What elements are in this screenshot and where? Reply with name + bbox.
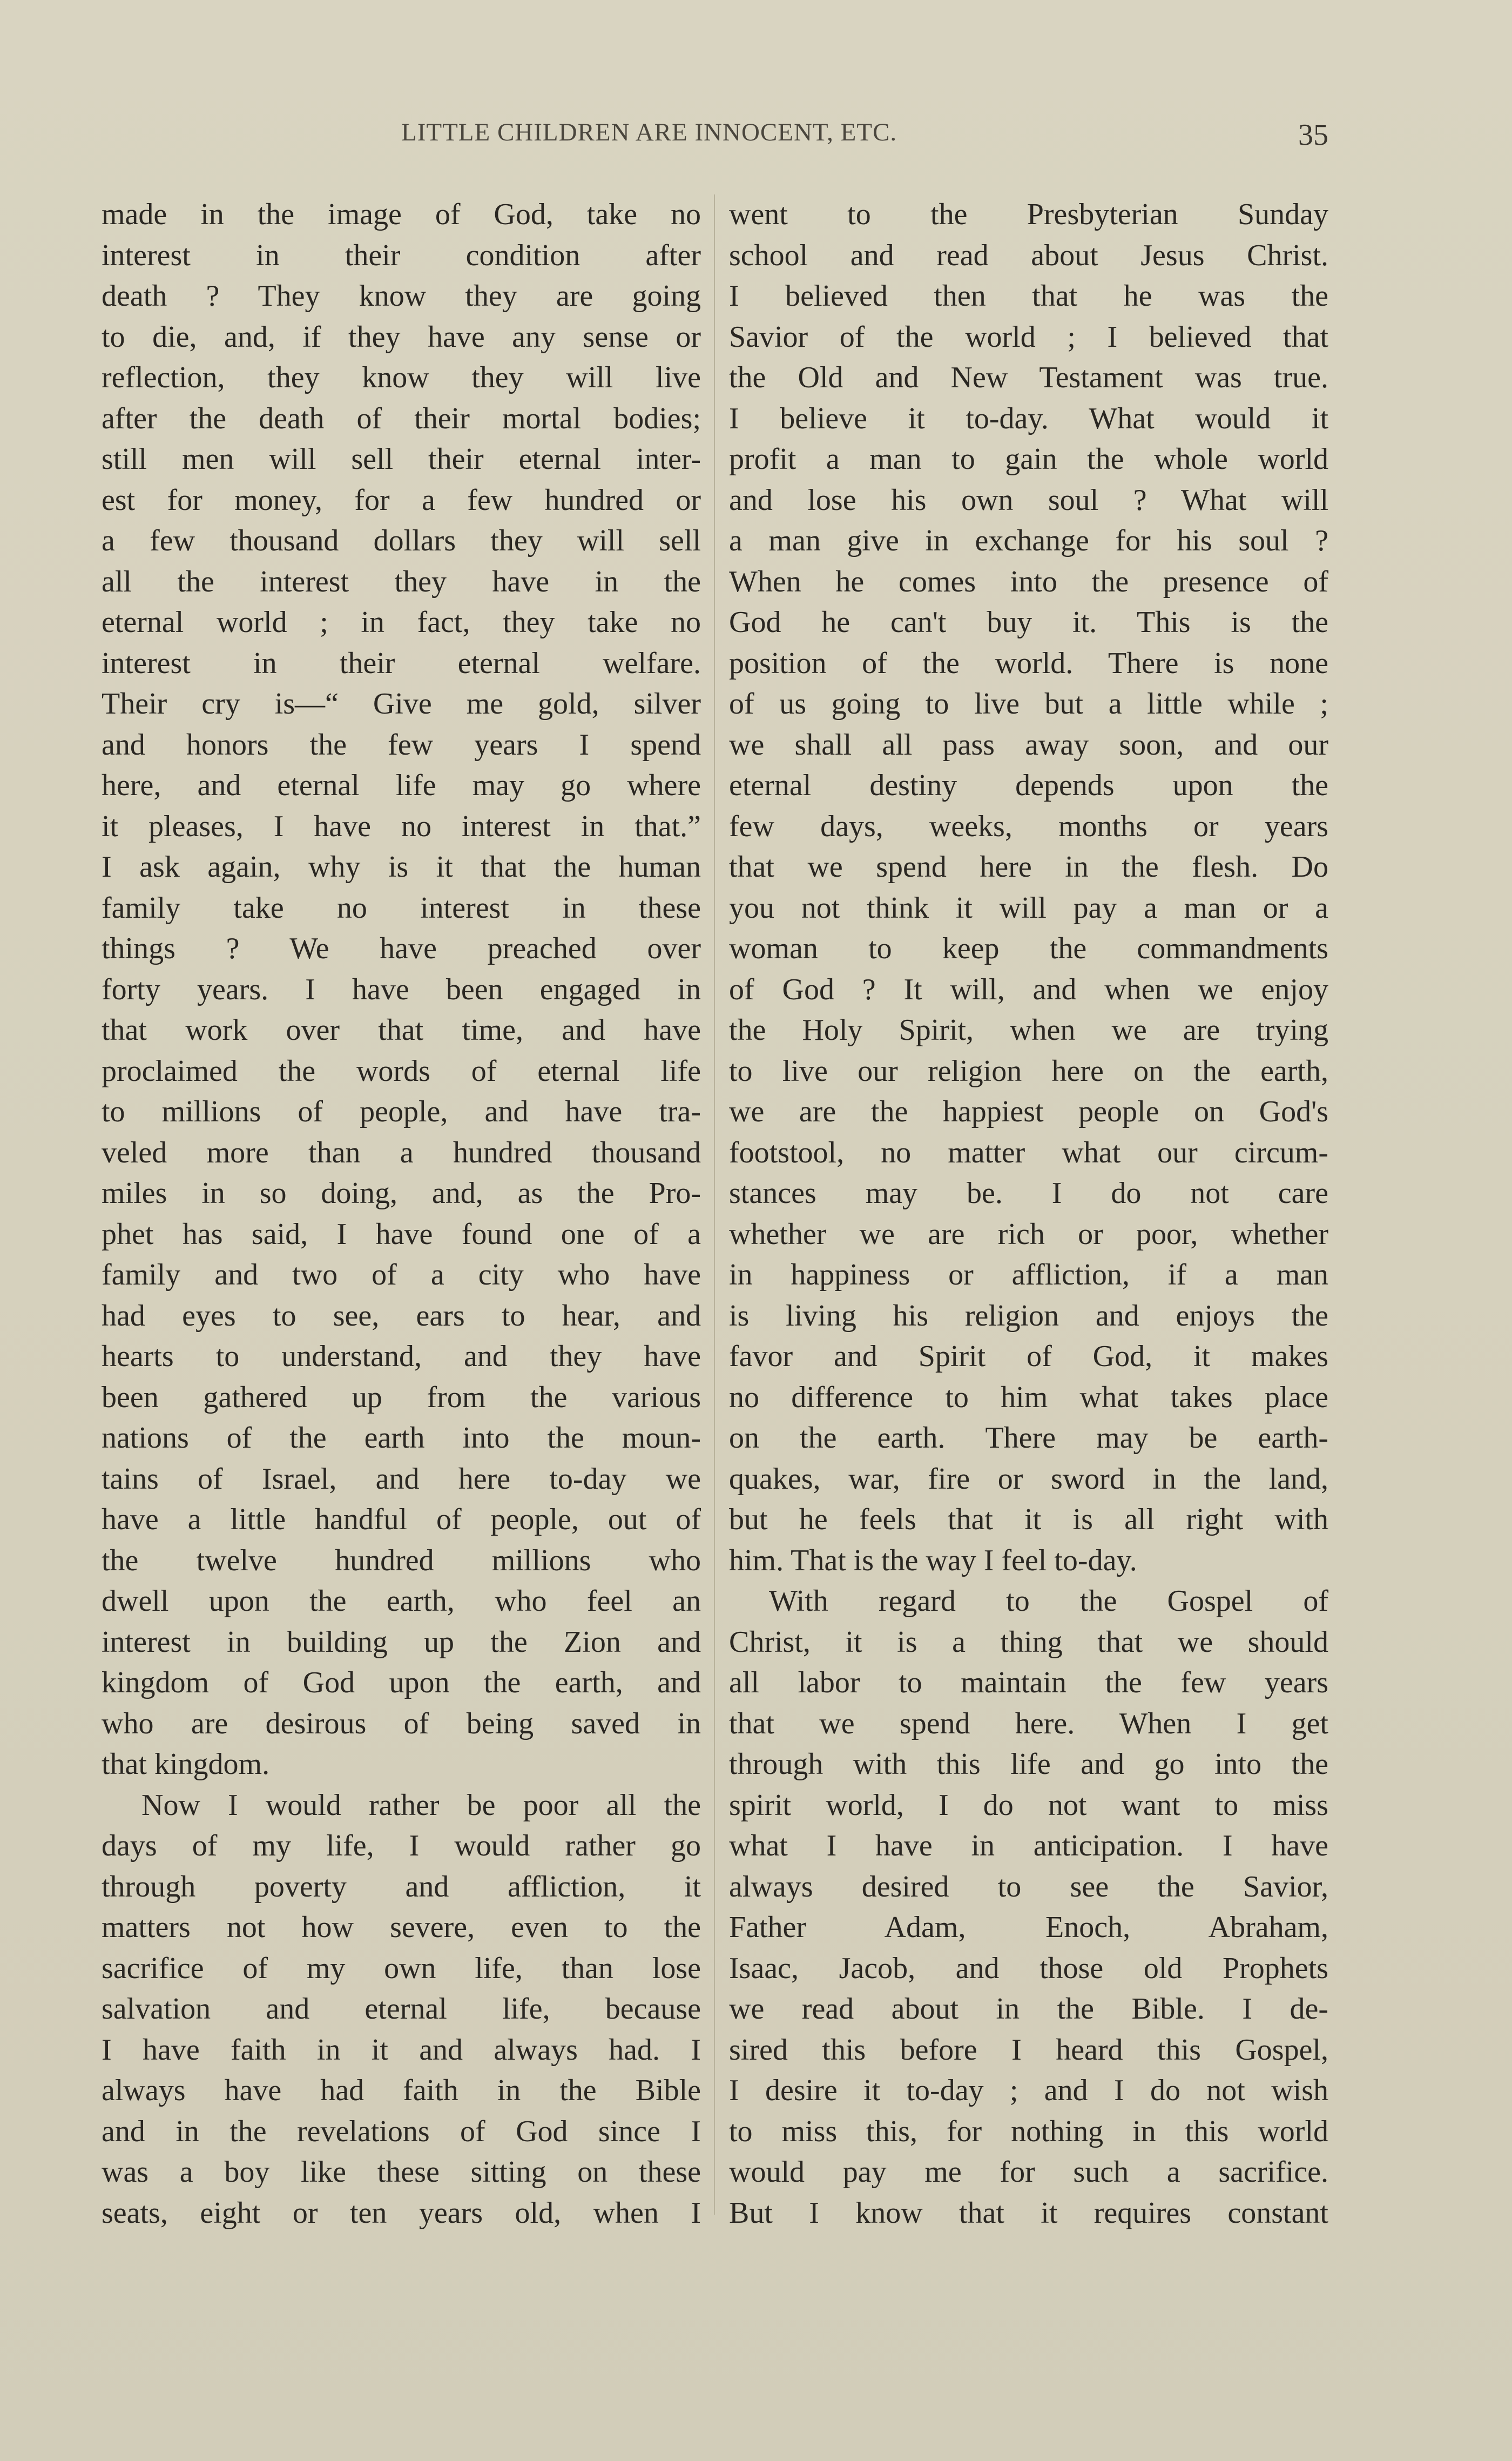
column-divider [714, 194, 715, 2215]
left-column-line: phet has said, I have found one of a [102, 1217, 701, 1251]
right-column-line: we read about in the Bible. I de- [729, 1992, 1328, 2026]
right-column-line: that we spend here. When I get [729, 1706, 1328, 1740]
right-column-line: footstool, no matter what our circum- [729, 1135, 1328, 1169]
right-column-line: Savior of the world ; I believed that [729, 320, 1328, 354]
right-column-line: I believe it to-day. What would it [729, 401, 1328, 435]
left-column-line: the twelve hundred millions who [102, 1543, 701, 1577]
running-title: LITTLE CHILDREN ARE INNOCENT, ETC. [401, 118, 897, 146]
right-column-line: is living his religion and enjoys the [729, 1299, 1328, 1333]
left-column-line: forty years. I have been engaged in [102, 972, 701, 1006]
left-column-line: Their cry is—“ Give me gold, silver [102, 687, 701, 721]
right-column-line: But I know that it requires constant [729, 2196, 1328, 2230]
right-column-line: through with this life and go into the [729, 1747, 1328, 1781]
left-column-line: miles in so doing, and, as the Pro- [102, 1176, 701, 1210]
left-column-line: kingdom of God upon the earth, and [102, 1666, 701, 1699]
left-column-line: have a little handful of people, out of [102, 1503, 701, 1536]
right-column-line: position of the world. There is none [729, 646, 1328, 680]
right-column-line: in happiness or affliction, if a man [729, 1258, 1328, 1292]
left-column-line: matters not how severe, even to the [102, 1911, 701, 1944]
left-column-line: interest in their eternal welfare. [102, 646, 701, 680]
left-column-line: nations of the earth into the moun- [102, 1421, 701, 1455]
left-column-line: things ? We have preached over [102, 932, 701, 965]
right-column-line: Christ, it is a thing that we should [729, 1625, 1328, 1659]
left-column-line: who are desirous of being saved in [102, 1706, 701, 1740]
right-column-line: of God ? It will, and when we enjoy [729, 972, 1328, 1006]
right-column-line: all labor to maintain the few years [729, 1666, 1328, 1699]
right-column-line: profit a man to gain the whole world [729, 442, 1328, 476]
page-number: 35 [1298, 118, 1328, 152]
left-column-line: been gathered up from the various [102, 1380, 701, 1414]
left-column-line: all the interest they have in the [102, 564, 701, 599]
page-header [102, 118, 1328, 161]
right-column-line: we are the happiest people on God's [729, 1095, 1328, 1128]
right-column-line: favor and Spirit of God, it makes [729, 1340, 1328, 1373]
right-column-line: what I have in anticipation. I have [729, 1829, 1328, 1862]
left-column-line: always have had faith in the Bible [102, 2074, 701, 2107]
left-column-line: tains of Israel, and here to-day we [102, 1462, 701, 1496]
left-column-line: a few thousand dollars they will sell [102, 524, 701, 557]
right-column-line: to miss this, for nothing in this world [729, 2114, 1328, 2148]
left-column-line: and in the revelations of God since I [102, 2114, 701, 2148]
right-column-line: few days, weeks, months or years [729, 809, 1328, 843]
right-column-line: on the earth. There may be earth- [729, 1421, 1328, 1455]
right-column-line: God he can't buy it. This is the [729, 606, 1328, 639]
right-column-line: With regard to the Gospel of [769, 1584, 1328, 1618]
right-column-line: Isaac, Jacob, and those old Prophets [729, 1951, 1328, 1985]
left-column-line: had eyes to see, ears to hear, and [102, 1299, 701, 1333]
left-column-line: family take no interest in these [102, 891, 701, 925]
left-column-line: that kingdom. [102, 1747, 270, 1781]
left-column-line: after the death of their mortal bodies; [102, 401, 701, 435]
left-column-line: and honors the few years I spend [102, 728, 701, 762]
left-column-line: still men will sell their eternal inter- [102, 442, 701, 476]
right-column-line: I believed then that he was the [729, 279, 1328, 313]
right-column-line: sired this before I heard this Gospel, [729, 2033, 1328, 2067]
right-column-line: the Holy Spirit, when we are trying [729, 1013, 1328, 1047]
right-column-line: When he comes into the presence of [729, 564, 1328, 599]
left-column-line: was a boy like these sitting on these [102, 2155, 701, 2189]
right-column-line: to live our religion here on the earth, [729, 1054, 1328, 1088]
right-column-line: spirit world, I do not want to miss [729, 1788, 1328, 1822]
left-column-line: reflection, they know they will live [102, 361, 701, 394]
right-column-line: we shall all pass away soon, and our [729, 728, 1328, 762]
right-column-line: you not think it will pay a man or a [729, 891, 1328, 925]
right-column-line: eternal destiny depends upon the [729, 769, 1328, 802]
right-column-line: I desire it to-day ; and I do not wish [729, 2074, 1328, 2107]
left-column-line: here, and eternal life may go where [102, 769, 701, 802]
right-column-line: no difference to him what takes place [729, 1380, 1328, 1414]
left-column-line: interest in their condition after [102, 238, 701, 272]
right-column-line: would pay me for such a sacrifice. [729, 2155, 1328, 2189]
left-column-line: that work over that time, and have [102, 1013, 701, 1047]
left-column-line: I ask again, why is it that the human [102, 850, 701, 884]
left-column-line: hearts to understand, and they have [102, 1340, 701, 1373]
left-column-line: dwell upon the earth, who feel an [102, 1584, 701, 1618]
right-column-line: the Old and New Testament was true. [729, 361, 1328, 394]
left-column-line: made in the image of God, take no [102, 198, 701, 231]
left-column-line: sacrifice of my own life, than lose [102, 1951, 701, 1985]
left-column-line: to millions of people, and have tra- [102, 1095, 701, 1128]
right-column-line: a man give in exchange for his soul ? [729, 524, 1328, 557]
left-column-line: to die, and, if they have any sense or [102, 320, 701, 354]
left-column-line: I have faith in it and always had. I [102, 2033, 701, 2067]
left-column-line: eternal world ; in fact, they take no [102, 606, 701, 639]
right-column-line: quakes, war, fire or sword in the land, [729, 1462, 1328, 1496]
right-column-line: but he feels that it is all right with [729, 1503, 1328, 1536]
right-column [729, 194, 1328, 2234]
left-column-line: veled more than a hundred thousand [102, 1135, 701, 1169]
left-column-line: interest in building up the Zion and [102, 1625, 701, 1659]
left-column-line: Now I would rather be poor all the [141, 1788, 701, 1822]
right-column-line: whether we are rich or poor, whether [729, 1217, 1328, 1251]
left-column [102, 194, 701, 2234]
right-column-line: stances may be. I do not care [729, 1176, 1328, 1210]
left-column-line: seats, eight or ten years old, when I [102, 2196, 701, 2230]
left-column-line: est for money, for a few hundred or [102, 483, 701, 517]
left-column-line: death ? They know they are going [102, 279, 701, 313]
right-column-line: woman to keep the commandments [729, 932, 1328, 965]
left-column-line: it pleases, I have no interest in that.” [102, 809, 701, 843]
left-column-line: salvation and eternal life, because [102, 1992, 701, 2026]
left-column-line: proclaimed the words of eternal life [102, 1054, 701, 1088]
left-column-line: days of my life, I would rather go [102, 1829, 701, 1862]
right-column-line: of us going to live but a little while ; [729, 687, 1328, 721]
right-column-line: went to the Presbyterian Sunday [729, 198, 1328, 231]
right-column-line: and lose his own soul ? What will [729, 483, 1328, 517]
right-column-line: Father Adam, Enoch, Abraham, [729, 1911, 1328, 1944]
left-column-line: family and two of a city who have [102, 1258, 701, 1292]
right-column-line: school and read about Jesus Christ. [729, 238, 1328, 272]
right-column-line: that we spend here in the flesh. Do [729, 850, 1328, 884]
right-column-line: him. That is the way I feel to-day. [729, 1543, 1137, 1577]
left-column-line: through poverty and affliction, it [102, 1870, 701, 1904]
right-column-line: always desired to see the Savior, [729, 1870, 1328, 1904]
